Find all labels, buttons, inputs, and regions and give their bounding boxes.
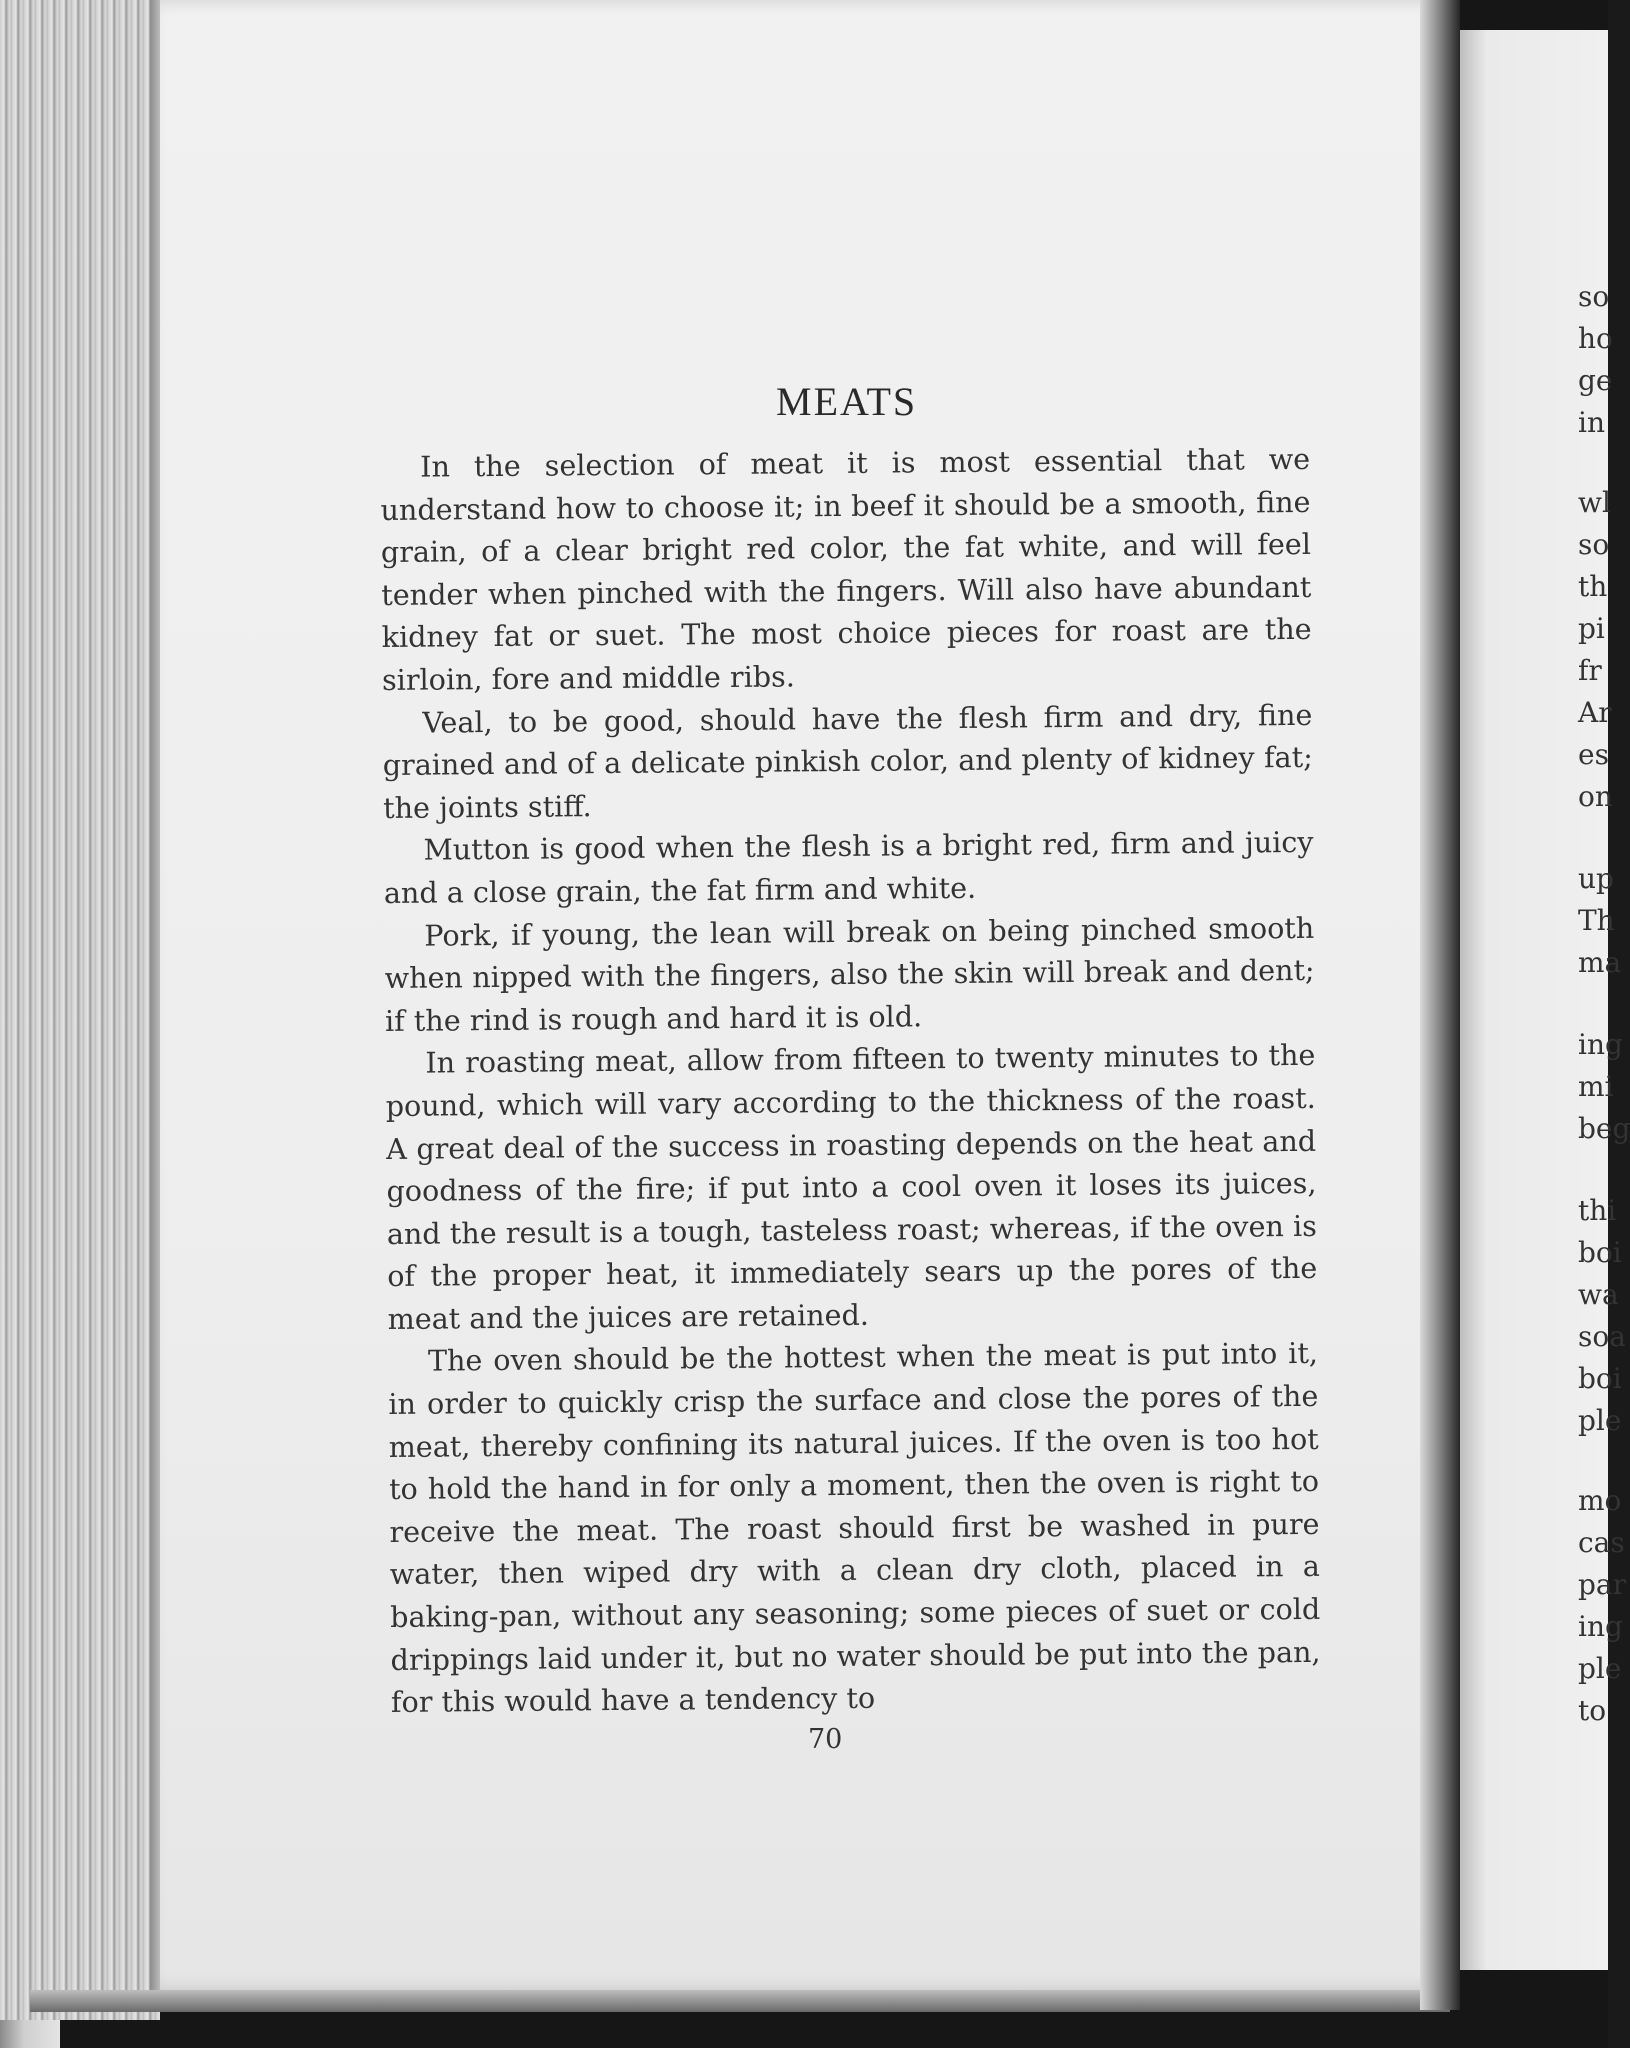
facing-page-line-fragment: ma (1578, 946, 1622, 979)
page-bottom-edge (30, 1990, 1450, 2012)
facing-page-line-fragment: in (1578, 406, 1605, 439)
facing-page-line-fragment: soa (1578, 1320, 1626, 1353)
background-dark (1460, 0, 1608, 30)
facing-page-line-fragment: fr (1578, 654, 1602, 687)
facing-page-line-fragment: ho (1578, 322, 1613, 355)
facing-page-line-fragment: so (1578, 280, 1610, 313)
facing-page-line-fragment: ge (1578, 364, 1613, 397)
facing-page-line-fragment: th (1578, 570, 1608, 603)
paragraph-beef: In the selection of meat it is most essential that we understand how to choose it; in beef it should be a smooth, fine grain, of a clear bright red color, the fat white, and will feel tender when pinched with the fingers. Will also have abundant kidney fat or suet. The most choice pieces for roast are the sirloin, fore and middle ribs. (380, 441, 1312, 697)
facing-page-line-fragment: boi (1578, 1362, 1622, 1395)
facing-page-line-fragment: thi (1578, 1194, 1617, 1227)
facing-page-line-fragment: cas (1578, 1526, 1625, 1559)
paragraph-pork: Pork, if young, the lean will break on being pinched smooth when nipped with the fingers, also the skin will break and dent; if the rind is rough and hard it is old. (384, 910, 1315, 1038)
facing-page-line-fragment: Ar (1578, 696, 1612, 729)
facing-page-line-fragment: on (1578, 780, 1613, 813)
facing-page-line-fragment: mi (1578, 1070, 1614, 1103)
book-gutter (1420, 0, 1460, 2010)
facing-page-line-fragment: ple (1578, 1652, 1622, 1685)
paragraph-veal: Veal, to be good, should have the flesh firm and dry, fine grained and of a delicate pinkish color, and plenty of kidney fat; the joints stiff. (382, 697, 1313, 825)
facing-page-line-fragment: pi (1578, 612, 1605, 645)
facing-page-line-fragment: ple (1578, 1404, 1622, 1437)
facing-page-line-fragment: par (1578, 1568, 1627, 1601)
facing-page-line-fragment: Th (1578, 904, 1615, 937)
facing-page-line-fragment: ing (1578, 1028, 1623, 1061)
stacked-page-edges (0, 0, 160, 2020)
facing-page-line-fragment: beg (1578, 1112, 1630, 1145)
facing-page-line-fragment: up (1578, 862, 1614, 895)
facing-page-line-fragment: wa (1578, 1278, 1619, 1311)
paragraph-oven: The oven should be the hottest when the meat is put into it, in order to quickly crisp the surface and close the pores of the meat, thereby confining its natural juices. If the oven is too hot to hold the hand in for only a moment, then the oven is right to receive the meat. The roast should first be washed in pure water, then wiped dry with a clean dry cloth, placed in a baking-pan, without any seasoning; some pieces of suet or cold drippings laid under it, but no water should be put into the pan, for this would have a tendency to (388, 1336, 1321, 1720)
paragraph-mutton: Mutton is good when the flesh is a bright red, firm and juicy and a close grain, the fat firm and white. (383, 825, 1314, 910)
page-number: 70 (808, 1724, 843, 1755)
facing-page-line-fragment: boi (1578, 1236, 1622, 1269)
facing-page-line-fragment: mo (1578, 1484, 1622, 1517)
facing-page-line-fragment: wl (1578, 486, 1611, 519)
chapter-heading: MEATS (776, 379, 918, 424)
facing-page-line-fragment: so (1578, 528, 1610, 561)
facing-page-line-fragment: to (1578, 1694, 1607, 1727)
paragraph-roasting: In roasting meat, allow from fifteen to twenty minutes to the pound, which will vary according to the thickness of the roast. A great deal of the success in roasting depends on the heat and goodness of the fire; if put into a cool oven it loses its juices, and the result is a tough, tasteless roast; whereas, if the oven is of the proper heat, it immediately sears up the pores of the meat and the juices are retained. (385, 1038, 1318, 1336)
facing-page-line-fragment: es (1578, 738, 1609, 771)
facing-page-line-fragment: ing (1578, 1610, 1623, 1643)
body-text (380, 438, 1321, 1724)
